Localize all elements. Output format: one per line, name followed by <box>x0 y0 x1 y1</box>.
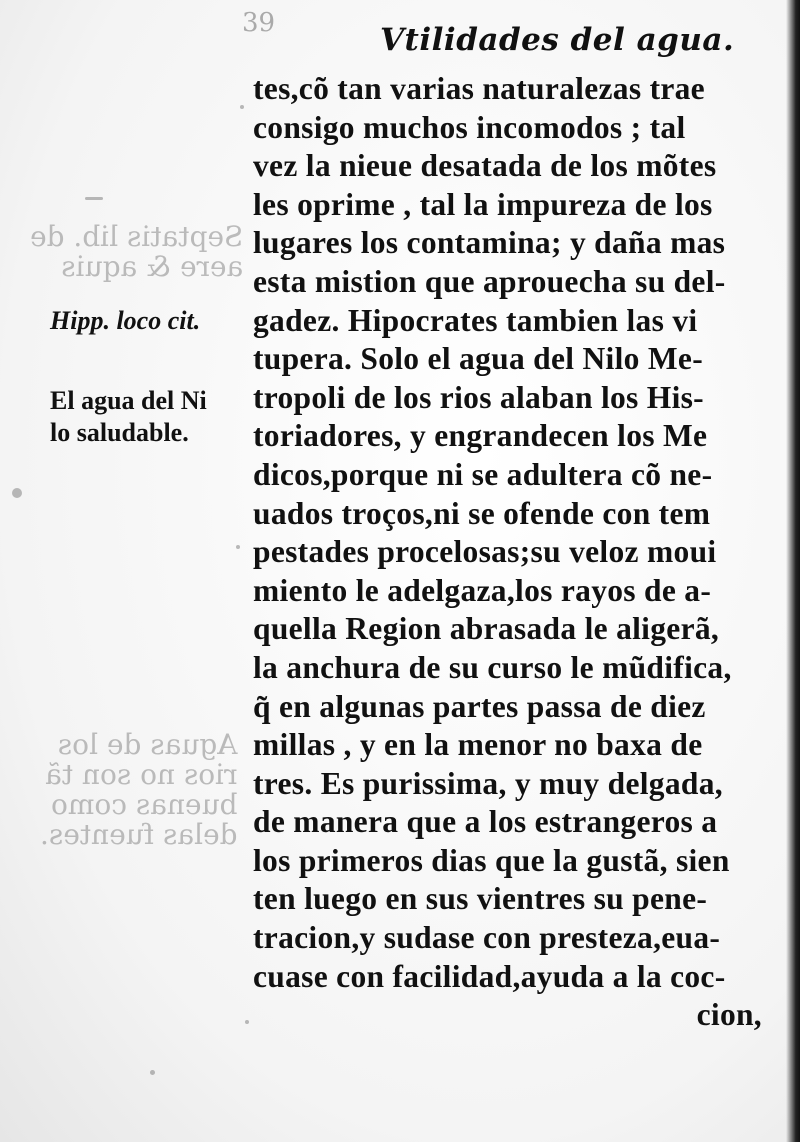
text-line: ten luego en sus vientres su pene- <box>253 881 708 917</box>
catchword-line: cion, <box>696 997 762 1033</box>
margin-note-citation <box>50 305 200 337</box>
text-line: vez la nieue desatada de los mõtes <box>253 148 717 184</box>
print-speck <box>12 488 22 498</box>
text-line: uados troços,ni se ofende con tem <box>253 495 711 531</box>
text-line: esta mistion que aprouecha su del- <box>253 263 726 299</box>
text-line: tracion,y sudase con presteza,eua- <box>253 920 721 956</box>
text-line: consigo muchos incomodos ; tal <box>253 109 686 145</box>
text-line: cuase con facilidad,ayuda a la coc- <box>253 958 726 994</box>
text-line: tes,cõ tan varias naturalezas trae <box>253 71 705 106</box>
body-text <box>253 70 768 1035</box>
text-line: millas , y en la menor no baxa de <box>253 727 703 763</box>
page-edge-shadow <box>786 0 800 1142</box>
text-line: los primeros dias que la gustã, sien <box>253 842 730 878</box>
margin-note-nile <box>50 385 207 449</box>
text-line: tres. Es purissima, y muy delgada, <box>253 765 723 801</box>
text-line: dicos,porque ni se adultera cõ ne- <box>253 456 713 492</box>
margin-note-line: Hipp. loco cit. <box>50 306 201 335</box>
print-speck <box>240 105 244 109</box>
text-line: q̃ en algunas partes passa de diez <box>253 688 706 724</box>
print-speck <box>245 1020 249 1024</box>
print-speck <box>236 545 240 549</box>
bleed-through-text: Septatis lib. de aere & aquis <box>30 220 244 283</box>
text-line: tropoli de los rios alaban los His- <box>253 379 704 415</box>
running-head: Vtilidades del agua. <box>380 22 735 58</box>
text-line: gadez. Hipocrates tambien las vi <box>253 302 698 338</box>
margin-note-line: El agua del Ni <box>50 386 207 415</box>
margin-note-line: lo saludable. <box>50 418 189 447</box>
bleed-through-text: Aguas de los rios no son tã buenas como delas fuentes. <box>40 728 238 851</box>
text-line: lugares los contamina; y daña mas <box>253 225 726 261</box>
text-line: toriadores, y engrandecen los Me <box>253 418 708 454</box>
text-line: les oprime , tal la impureza de los <box>253 186 713 222</box>
text-line: miento le adelgaza,los rayos de a- <box>253 572 712 608</box>
text-line: pestades procelosas;su veloz moui <box>253 534 717 570</box>
text-line: quella Region abrasada le aligerã, <box>253 611 720 647</box>
print-speck <box>85 197 103 200</box>
page-number: 39 <box>242 8 276 38</box>
print-speck <box>150 1070 155 1075</box>
text-line: la anchura de su curso le mũdifica, <box>253 649 732 685</box>
text-line: de manera que a los estrangeros a <box>253 804 718 840</box>
text-line: tupera. Solo el agua del Nilo Me- <box>253 341 703 377</box>
